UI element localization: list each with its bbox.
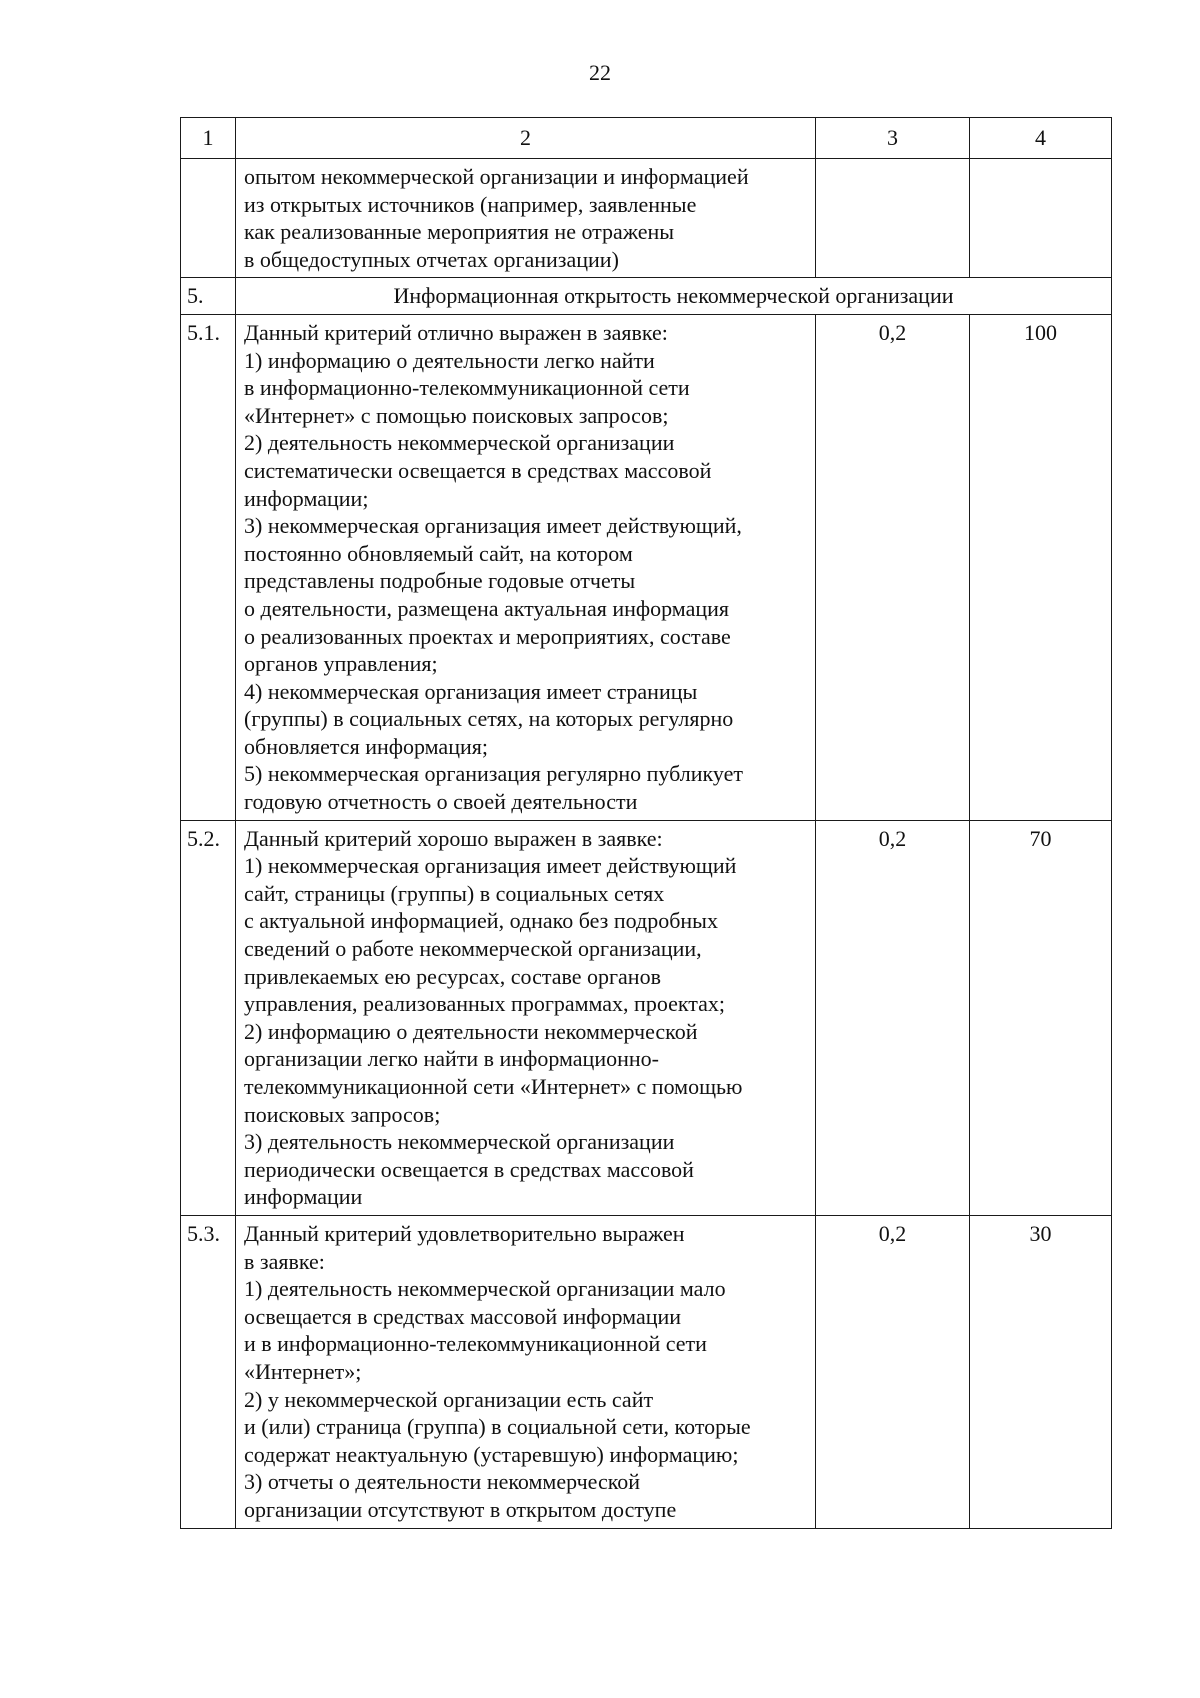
text-line: поисковых запросов; xyxy=(244,1101,441,1127)
text-line: о реализованных проектах и мероприятиях, составе xyxy=(244,623,731,649)
text-line: (группы) в социальных сетях, на которых регулярно xyxy=(244,706,734,732)
criterion-description xyxy=(236,1215,816,1528)
text-line: органов управления; xyxy=(244,651,438,677)
header-cell-3: 3 xyxy=(816,118,970,159)
text-line: постоянно обновляемый сайт, на котором xyxy=(244,540,633,566)
table-header-row xyxy=(181,118,1112,159)
text-line: 1) некоммерческая организация имеет действующий xyxy=(244,853,737,879)
text-line: 2) у некоммерческой организации есть сайт xyxy=(244,1386,654,1412)
text-line: с актуальной информацией, однако без подробных xyxy=(244,908,718,934)
criterion-score: 30 xyxy=(970,1215,1112,1528)
text-line: освещается в средствах массовой информации xyxy=(244,1303,682,1329)
text-line: периодически освещается в средствах массовой xyxy=(244,1156,694,1182)
continuation-score-cell xyxy=(970,159,1112,278)
continuation-row xyxy=(181,159,1112,278)
criterion-weight: 0,2 xyxy=(816,314,970,820)
criterion-weight: 0,2 xyxy=(816,820,970,1215)
continuation-number-cell xyxy=(181,159,236,278)
criterion-number: 5.3. xyxy=(181,1215,236,1528)
text-line: 4) некоммерческая организация имеет страницы xyxy=(244,678,698,704)
text-line: организации отсутствуют в открытом доступе xyxy=(244,1496,677,1522)
text-line: 5) некоммерческая организация регулярно публикует xyxy=(244,761,743,787)
text-line: в заявке: xyxy=(244,1248,325,1274)
text-line: содержат неактуальную (устаревшую) информацию; xyxy=(244,1441,739,1467)
text-line: как реализованные мероприятия не отражены xyxy=(244,219,675,245)
text-line: опытом некоммерческой организации и информацией xyxy=(244,164,749,189)
text-line: и (или) страница (группа) в социальной сети, которые xyxy=(244,1414,751,1440)
text-line: о деятельности, размещена актуальная информация xyxy=(244,595,730,621)
text-line: и в информационно-телекоммуникационной сети xyxy=(244,1331,707,1357)
text-line: управления, реализованных программах, проектах; xyxy=(244,991,726,1017)
text-line: из открытых источников (например, заявленные xyxy=(244,191,697,217)
text-line: 3) деятельность некоммерческой организации xyxy=(244,1129,675,1155)
text-line: 2) информацию о деятельности некоммерческой xyxy=(244,1018,698,1044)
text-line: представлены подробные годовые отчеты xyxy=(244,568,636,594)
criterion-score: 100 xyxy=(970,314,1112,820)
criterion-weight: 0,2 xyxy=(816,1215,970,1528)
text-line: Данный критерий хорошо выражен в заявке: xyxy=(244,825,663,851)
text-line: Данный критерий удовлетворительно выражен xyxy=(244,1220,685,1246)
text-line: сведений о работе некоммерческой организации, xyxy=(244,936,702,962)
text-line: 3) некоммерческая организация имеет действующий, xyxy=(244,513,742,539)
header-cell-1: 1 xyxy=(181,118,236,159)
criterion-row-5-3 xyxy=(181,1215,1112,1528)
section-title: Информационная открытость некоммерческой организации xyxy=(236,278,1112,315)
text-line: сайт, страницы (группы) в социальных сетях xyxy=(244,880,665,906)
criterion-description xyxy=(236,314,816,820)
text-line: годовую отчетность о своей деятельности xyxy=(244,789,638,815)
text-line: в общедоступных отчетах организации) xyxy=(244,246,619,272)
header-cell-2: 2 xyxy=(236,118,816,159)
criterion-number: 5.2. xyxy=(181,820,236,1215)
continuation-weight-cell xyxy=(816,159,970,278)
text-line: «Интернет»; xyxy=(244,1358,362,1384)
text-line: информации; xyxy=(244,485,369,511)
text-line: в информационно-телекоммуникационной сети xyxy=(244,375,690,401)
criterion-row-5-1 xyxy=(181,314,1112,820)
text-line: «Интернет» с помощью поисковых запросов; xyxy=(244,402,669,428)
text-line: привлекаемых ею ресурсах, составе органов xyxy=(244,963,661,989)
criterion-row-5-2 xyxy=(181,820,1112,1215)
text-line: организации легко найти в информационно- xyxy=(244,1046,659,1072)
header-cell-4: 4 xyxy=(970,118,1112,159)
criterion-number: 5.1. xyxy=(181,314,236,820)
section-row xyxy=(181,278,1112,315)
text-line: обновляется информация; xyxy=(244,733,488,759)
text-line: 2) деятельность некоммерческой организации xyxy=(244,430,675,456)
text-line: 3) отчеты о деятельности некоммерческой xyxy=(244,1469,641,1495)
criterion-score: 70 xyxy=(970,820,1112,1215)
continuation-text-cell xyxy=(236,159,816,278)
text-line: систематически освещается в средствах массовой xyxy=(244,457,712,483)
criterion-description xyxy=(236,820,816,1215)
criteria-table xyxy=(180,117,1112,1529)
text-line: 1) информацию о деятельности легко найти xyxy=(244,347,655,373)
section-number: 5. xyxy=(181,278,236,315)
text-line: телекоммуникационной сети «Интернет» с помощью xyxy=(244,1074,743,1099)
text-line: информации xyxy=(244,1184,363,1210)
page-number: 22 xyxy=(589,60,611,85)
text-line: Данный критерий отлично выражен в заявке: xyxy=(244,319,668,345)
text-line: 1) деятельность некоммерческой организации мало xyxy=(244,1276,726,1302)
